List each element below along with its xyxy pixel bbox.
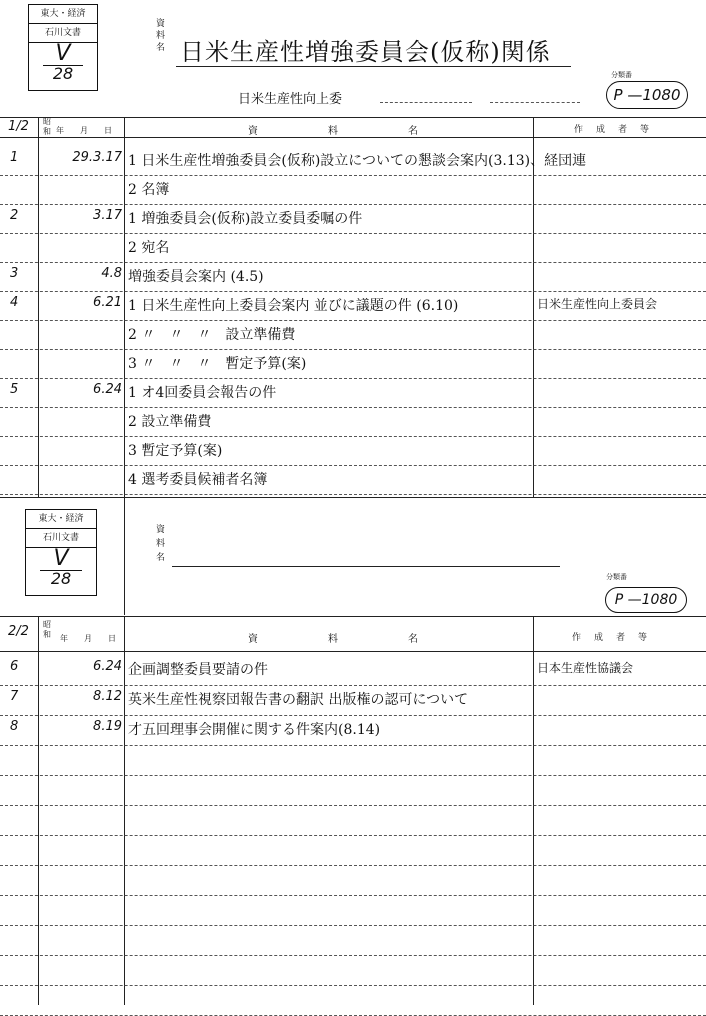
stamp2-mark: V <box>53 546 69 571</box>
shiryo-char-2: 料 <box>156 31 166 41</box>
page-title: 日米生産性増強委員会(仮称)関係 <box>180 38 551 66</box>
date-header-2: 年 月 日 <box>60 634 120 643</box>
row-number: 1 <box>10 150 19 165</box>
ref-code-badge: P —1080 <box>606 81 688 109</box>
row-number: 3 <box>10 266 19 281</box>
archive-stamp-2 <box>25 509 97 596</box>
row-document: 企画調整委員要請の件 <box>128 662 268 678</box>
bunrui-label-2: 分類番 <box>606 573 627 581</box>
row-number: 6 <box>10 659 19 674</box>
creator-header-2: 作 成 者 等 <box>572 633 650 643</box>
row-document: 1 日米生産性向上委員会案内 並びに議題の件 (6.10) <box>128 298 459 314</box>
ref-code-badge-2: P —1080 <box>605 587 687 613</box>
showa-char-1: 昭 <box>43 117 51 126</box>
stamp-line2: 石川文書 <box>29 24 97 43</box>
creator-header-1: 作 成 者 等 <box>574 125 652 135</box>
row-document: 2 宛名 <box>128 240 170 256</box>
shiryo2-char-3: 名 <box>156 553 166 563</box>
row-creator: 日米生産性向上委員会 <box>537 297 658 311</box>
row-document: 才五回理事会開催に関する件案内(8.14) <box>128 722 381 738</box>
shiryo-char-3: 名 <box>156 43 166 53</box>
row-document: 2 〃 〃 〃 設立準備費 <box>128 327 296 343</box>
row-date: 6.24 <box>93 659 122 674</box>
row-date: 6.21 <box>93 295 122 310</box>
shiryo2-char-1: 資 <box>156 525 166 535</box>
shiryo-label <box>156 18 165 54</box>
archive-stamp <box>28 4 98 91</box>
row-document: 1 増強委員会(仮称)設立委員委嘱の件 <box>128 211 363 227</box>
showa2-char-2: 和 <box>43 630 51 639</box>
row-date: 3.17 <box>93 208 122 223</box>
row-document: 1 オ4回委員会報告の件 <box>128 385 277 401</box>
row-date: 8.19 <box>93 719 122 734</box>
shiryo2-char-2: 料 <box>156 539 166 549</box>
row-creator: 日本生産性協議会 <box>537 661 634 675</box>
row-document: 英米生産性視察団報告書の翻訳 出版権の認可について <box>128 692 469 708</box>
showa2-char-1: 昭 <box>43 620 51 629</box>
row-document: 2 設立準備費 <box>128 414 212 430</box>
bunrui-label: 分類番 <box>611 71 632 79</box>
subtitle: 日米生産性向上委 <box>238 92 343 107</box>
row-number: 2 <box>10 208 19 223</box>
stamp2-line2: 石川文書 <box>26 529 96 548</box>
showa-label-2 <box>43 620 51 640</box>
stamp-mark: V <box>55 41 71 66</box>
row-date: 6.24 <box>93 382 122 397</box>
row-document: 2 名簿 <box>128 182 170 198</box>
row-number: 7 <box>10 689 19 704</box>
doc-header-1: 資 料 名 <box>248 126 424 137</box>
row-date: 29.3.17 <box>72 150 122 165</box>
row-document: 4 選考委員候補者名簿 <box>128 472 268 488</box>
row-date: 4.8 <box>101 266 122 281</box>
row-document: 増強委員会案内 (4.5) <box>128 269 264 285</box>
page2-number: 2/2 <box>8 624 29 639</box>
shiryo-label-2 <box>156 523 165 565</box>
row-number: 4 <box>10 295 19 310</box>
stamp-line1: 東大・経済 <box>29 5 97 24</box>
row-number: 8 <box>10 719 19 734</box>
showa-label-1 <box>43 117 51 137</box>
stamp2-line1: 東大・経済 <box>26 510 96 529</box>
stamp2-number: 28 <box>40 570 82 587</box>
doc-header-2: 資 料 名 <box>248 634 424 645</box>
row-document: 3 暫定予算(案) <box>128 443 223 459</box>
row-document: 1 日米生産性増強委員会(仮称)設立についての懇談会案内(3.13)、経団連 <box>128 153 587 169</box>
row-number: 5 <box>10 382 19 397</box>
date-header-1: 年 月 日 <box>56 126 116 135</box>
stamp-number: 28 <box>43 65 83 82</box>
row-document: 3 〃 〃 〃 暫定予算(案) <box>128 356 307 372</box>
page1-number: 1/2 <box>8 119 29 134</box>
shiryo-char-1: 資 <box>156 19 166 29</box>
row-date: 8.12 <box>93 689 122 704</box>
showa-char-2: 和 <box>43 127 51 136</box>
